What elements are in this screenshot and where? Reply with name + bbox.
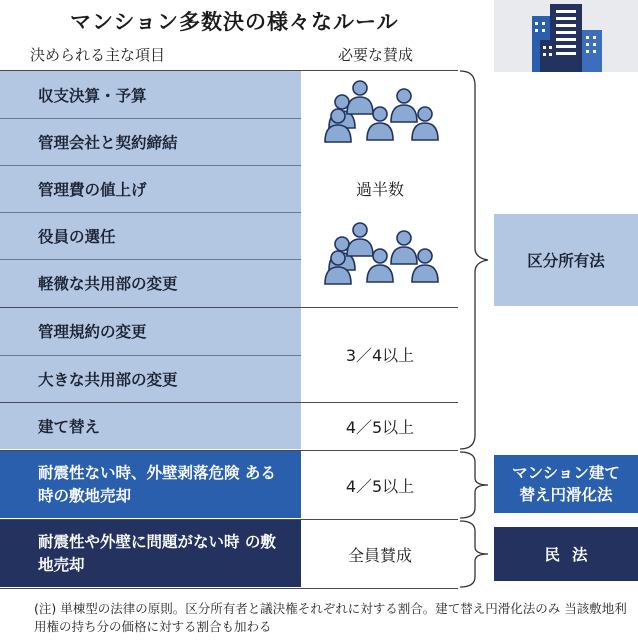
law-civil-code: 民法 <box>494 527 638 581</box>
requirement-four-fifths: 4／5以上 <box>345 417 415 437</box>
brace-condo-law <box>460 71 488 449</box>
page-title: マンション多数決の様々なルール <box>70 10 399 34</box>
people-group-icon <box>325 223 438 284</box>
law-rebuild-facilitation: マンション建て 替え円滑化法 <box>494 455 638 513</box>
item-label: 建て替え <box>38 417 101 436</box>
brace-civil-law <box>460 521 488 587</box>
items-column-header: 決められる主な項目 <box>30 46 166 64</box>
people-group-icon <box>325 81 438 142</box>
brace-rebuild-law <box>460 452 488 518</box>
requirement-unanimous: 全員賛成 <box>347 545 412 565</box>
footnote: (注) 単棟型の法律の原則。区分所有者と議決権それぞれに対する割合。建て替え円滑化法のみ 当該敷地利用権の持ち分の価格に対する割合も加わる <box>34 601 627 635</box>
item-label: 軽微な共用部の変更 <box>38 275 178 293</box>
requirement-majority: 過半数 <box>355 180 404 199</box>
requirement-four-fifths: 4／5以上 <box>345 476 415 496</box>
item-label: 耐震性ない時、外壁剥落危険 ある時の敷地売却 <box>38 464 276 505</box>
item-label: 耐震性や外壁に問題がない時 の敷地売却 <box>38 533 276 574</box>
requirement-three-quarters: 3／4以上 <box>345 346 415 365</box>
item-label: 管理会社と契約締結 <box>38 133 178 152</box>
law-condo-ownership: 区分所有法 <box>494 214 638 306</box>
item-label: 管理規約の変更 <box>38 323 147 341</box>
item-label: 大きな共用部の変更 <box>38 370 178 389</box>
item-label: 収支決算・予算 <box>38 86 147 105</box>
required-column-header: 必要な賛成 <box>338 46 414 64</box>
item-label: 管理費の値上げ <box>38 180 147 199</box>
item-label: 役員の選任 <box>38 227 116 246</box>
